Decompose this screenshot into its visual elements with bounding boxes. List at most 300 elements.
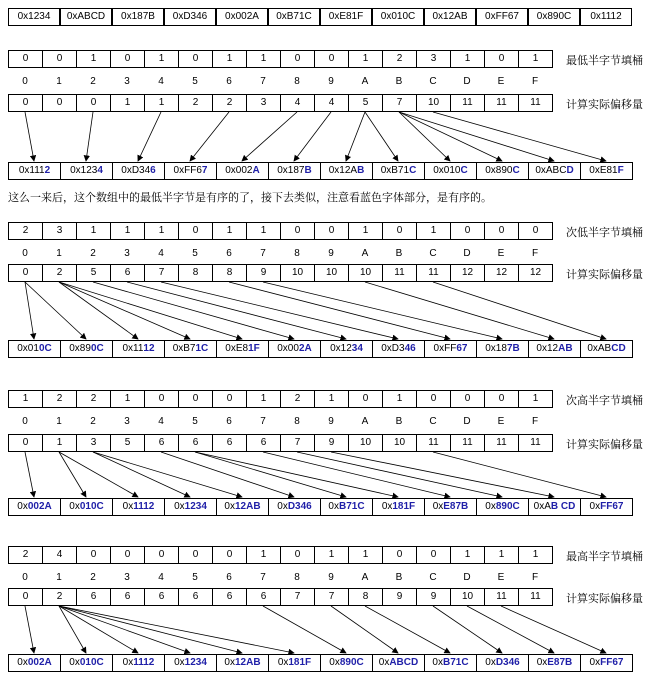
offset-cell: 9 xyxy=(246,264,281,282)
result-sorted-digits: C xyxy=(409,165,417,176)
offset-row-label: 计算实际偏移量 xyxy=(566,269,643,281)
mapping-arrow xyxy=(59,606,190,653)
offset-cell: 4 xyxy=(280,94,315,112)
result-plain-digits: 0xD34 xyxy=(121,165,151,176)
result-sorted-digits: 1F xyxy=(248,343,260,354)
offset-cell: 11 xyxy=(518,434,553,452)
bucket-row-label: 最高半字节填桶 xyxy=(566,551,643,563)
result-plain-digits: 0x12 xyxy=(536,343,559,354)
offset-cell: 8 xyxy=(212,264,247,282)
result-plain-digits: 0xB7 xyxy=(172,343,196,354)
result-sorted-digits: 890C xyxy=(495,501,520,512)
bucket-count-cell: 0 xyxy=(8,50,43,68)
offset-cell: 0 xyxy=(8,588,43,606)
offset-cell: 12 xyxy=(484,264,519,282)
mapping-arrow xyxy=(86,112,93,161)
offset-cell: 12 xyxy=(450,264,485,282)
bucket-index-label: D xyxy=(463,572,471,583)
result-plain-digits: 0x xyxy=(536,657,548,668)
initial-cell: 0x890C xyxy=(528,8,580,26)
result-sorted-digits: B71C xyxy=(442,657,469,668)
mapping-arrow xyxy=(263,452,450,497)
result-plain-digits: 0x xyxy=(17,657,28,668)
bucket-count-cell: 1 xyxy=(246,50,281,68)
result-sorted-digits: D346 xyxy=(287,501,312,512)
bucket-index-label: 7 xyxy=(260,248,266,259)
bucket-count-cell: 1 xyxy=(314,390,349,408)
bucket-count-cell: 1 xyxy=(416,222,451,240)
bucket-index-label: B xyxy=(395,76,403,87)
result-plain-digits: 0x xyxy=(329,657,340,668)
bucket-count-cell: 1 xyxy=(348,50,383,68)
bucket-index-label: 0 xyxy=(22,572,28,583)
bucket-count-cell: 0 xyxy=(450,222,485,240)
bucket-count-cell: 1 xyxy=(212,50,247,68)
bucket-count-cell: 0 xyxy=(178,50,213,68)
result-plain-digits: 0x xyxy=(174,501,185,512)
offset-cell: 7 xyxy=(314,588,349,606)
bucket-index-label: 6 xyxy=(226,572,232,583)
bucket-index-label: 5 xyxy=(192,248,198,259)
bucket-index-label: 9 xyxy=(328,76,334,87)
result-plain-digits: 0x xyxy=(378,657,390,668)
bucket-count-cell: 3 xyxy=(42,222,77,240)
offset-cell: 6 xyxy=(144,434,179,452)
mapping-arrow xyxy=(195,452,398,497)
offset-cell: 10 xyxy=(416,94,451,112)
mapping-arrow xyxy=(195,452,346,497)
explanation-note: 这么一来后，这个数组中的最低半字节是有序的了，接下去类似，注意看蓝色字体部分，是有序的。 xyxy=(8,192,492,204)
result-plain-digits: 0x xyxy=(122,501,134,512)
result-sorted-digits: 67 xyxy=(456,343,468,354)
offset-cell: 4 xyxy=(314,94,349,112)
offset-cell: 6 xyxy=(144,588,179,606)
bucket-index-label: 2 xyxy=(90,416,96,427)
offset-cell: 10 xyxy=(314,264,349,282)
bucket-count-cell: 1 xyxy=(246,390,281,408)
bucket-index-label: 0 xyxy=(22,248,28,259)
mapping-arrow xyxy=(161,452,294,497)
bucket-index-label: E xyxy=(497,248,505,259)
mapping-arrow xyxy=(294,112,331,161)
mapping-arrow xyxy=(365,112,398,161)
bucket-count-cell: 1 xyxy=(518,50,553,68)
offset-cell: 10 xyxy=(348,264,383,282)
offset-cell: 6 xyxy=(110,588,145,606)
bucket-count-cell: 1 xyxy=(518,546,553,564)
bucket-row-label: 次低半字节填桶 xyxy=(566,227,643,239)
bucket-count-cell: 1 xyxy=(348,222,383,240)
bucket-count-cell: 1 xyxy=(518,390,553,408)
offset-cell: 11 xyxy=(450,434,485,452)
bucket-index-label: 2 xyxy=(90,76,96,87)
offset-cell: 11 xyxy=(416,264,451,282)
bucket-index-label: 5 xyxy=(192,76,198,87)
bucket-row-label: 最低半字节填桶 xyxy=(566,55,643,67)
mapping-arrow xyxy=(365,606,450,653)
initial-cell: 0x010C xyxy=(372,8,424,26)
bucket-count-cell: 1 xyxy=(8,390,43,408)
bucket-index-label: 3 xyxy=(124,572,130,583)
bucket-count-cell: 0 xyxy=(518,222,553,240)
mapping-arrow xyxy=(138,112,161,161)
bucket-index-label: 0 xyxy=(22,416,28,427)
mapping-arrow xyxy=(59,452,138,497)
bucket-index-label: 5 xyxy=(192,416,198,427)
bucket-count-cell: 2 xyxy=(382,50,417,68)
result-plain-digits: 0x xyxy=(17,501,28,512)
offset-cell: 6 xyxy=(212,588,247,606)
offset-cell: 11 xyxy=(484,588,519,606)
result-plain-digits: 0xAB xyxy=(587,343,612,354)
result-plain-digits: 0x11 xyxy=(122,343,144,354)
mapping-arrow xyxy=(25,282,86,339)
bucket-index-label: 2 xyxy=(90,248,96,259)
mapping-arrow xyxy=(190,112,229,161)
offset-row-label: 计算实际偏移量 xyxy=(566,99,643,111)
offset-cell: 5 xyxy=(76,264,111,282)
result-plain-digits: 0x xyxy=(224,657,235,668)
result-plain-digits: 0xE81 xyxy=(589,165,618,176)
result-sorted-digits: 1234 xyxy=(184,501,207,512)
initial-cell: 0xD346 xyxy=(164,8,216,26)
bucket-count-cell: 1 xyxy=(76,222,111,240)
bucket-count-cell: 1 xyxy=(246,546,281,564)
offset-cell: 10 xyxy=(280,264,315,282)
bucket-count-cell: 0 xyxy=(280,50,315,68)
bucket-count-cell: 0 xyxy=(348,390,383,408)
bucket-count-cell: 0 xyxy=(110,50,145,68)
result-sorted-digits: 46 xyxy=(404,343,416,354)
result-plain-digits: 0x xyxy=(69,501,80,512)
offset-cell: 2 xyxy=(42,588,77,606)
mapping-arrow xyxy=(229,282,450,339)
bucket-count-cell: 0 xyxy=(416,390,451,408)
result-plain-digits: 0x010 xyxy=(433,165,461,176)
bucket-index-label: 8 xyxy=(294,572,300,583)
offset-cell: 0 xyxy=(76,94,111,112)
mapping-arrow xyxy=(93,282,294,339)
offset-cell: 9 xyxy=(314,434,349,452)
initial-cell: 0x002A xyxy=(216,8,268,26)
offset-cell: 11 xyxy=(450,94,485,112)
bucket-index-label: 6 xyxy=(226,76,232,87)
bucket-count-cell: 1 xyxy=(484,546,519,564)
bucket-count-cell: 0 xyxy=(212,546,247,564)
offset-cell: 1 xyxy=(144,94,179,112)
result-sorted-digits: F xyxy=(617,165,624,176)
bucket-index-label: 7 xyxy=(260,416,266,427)
offset-cell: 10 xyxy=(348,434,383,452)
bucket-count-cell: 2 xyxy=(8,546,43,564)
offset-cell: 7 xyxy=(144,264,179,282)
offset-cell: 6 xyxy=(178,588,213,606)
result-sorted-digits: 12 xyxy=(143,343,155,354)
bucket-index-label: 1 xyxy=(56,248,62,259)
bucket-count-cell: 0 xyxy=(416,546,451,564)
bucket-index-label: 8 xyxy=(294,248,300,259)
bucket-count-cell: 0 xyxy=(382,222,417,240)
mapping-arrow xyxy=(399,112,502,161)
bucket-index-label: E xyxy=(497,76,505,87)
result-plain-digits: 0x xyxy=(485,501,496,512)
bucket-count-cell: 0 xyxy=(484,222,519,240)
bucket-index-label: 9 xyxy=(328,416,334,427)
result-sorted-digits: 181F xyxy=(392,501,416,512)
bucket-index-label: 1 xyxy=(56,572,62,583)
bucket-index-label: 8 xyxy=(294,76,300,87)
offset-cell: 3 xyxy=(246,94,281,112)
bucket-index-label: 1 xyxy=(56,76,62,87)
result-sorted-digits: A xyxy=(252,165,260,176)
result-plain-digits: 0x01 xyxy=(17,343,39,354)
result-sorted-digits: 2A xyxy=(298,343,312,354)
mapping-arrow xyxy=(242,112,297,161)
offset-cell: 8 xyxy=(348,588,383,606)
mapping-arrow xyxy=(433,606,502,653)
result-sorted-digits: 002A xyxy=(27,657,52,668)
bucket-index-label: 0 xyxy=(22,76,28,87)
result-sorted-digits: 1C xyxy=(195,343,209,354)
result-sorted-digits: 6 xyxy=(150,165,156,176)
bucket-count-cell: 0 xyxy=(450,390,485,408)
result-plain-digits: 0x12 xyxy=(330,343,352,354)
bucket-index-label: C xyxy=(429,416,437,427)
mapping-arrow xyxy=(161,282,398,339)
offset-row-label: 计算实际偏移量 xyxy=(566,593,643,605)
offset-cell: 6 xyxy=(178,434,213,452)
mapping-arrow xyxy=(25,606,34,653)
offset-cell: 3 xyxy=(76,434,111,452)
result-plain-digits: 0xABC xyxy=(535,165,567,176)
bucket-count-cell: 0 xyxy=(280,222,315,240)
initial-cell: 0xFF67 xyxy=(476,8,528,26)
offset-cell: 11 xyxy=(518,94,553,112)
mapping-arrow xyxy=(263,606,346,653)
result-plain-digits: 0x187 xyxy=(277,165,305,176)
result-sorted-digits: 7 xyxy=(201,165,208,176)
bucket-index-label: 3 xyxy=(124,248,130,259)
bucket-count-cell: 0 xyxy=(178,546,213,564)
mapping-arrow xyxy=(127,282,346,339)
result-sorted-digits: E87B xyxy=(547,657,573,668)
bucket-index-label: 1 xyxy=(56,416,62,427)
offset-cell: 10 xyxy=(450,588,485,606)
offset-cell: 2 xyxy=(178,94,213,112)
bucket-index-label: 4 xyxy=(158,76,164,87)
bucket-count-cell: 0 xyxy=(484,390,519,408)
result-sorted-digits: B xyxy=(550,501,559,512)
bucket-count-cell: 1 xyxy=(382,390,417,408)
bucket-count-cell: 0 xyxy=(110,546,145,564)
mapping-arrow xyxy=(59,452,86,497)
result-sorted-digits: 34 xyxy=(351,343,363,354)
offset-cell: 0 xyxy=(8,264,43,282)
result-sorted-digits: CD xyxy=(558,501,576,512)
offset-cell: 9 xyxy=(382,588,417,606)
initial-cell: 0xABCD xyxy=(60,8,112,26)
bucket-index-label: 7 xyxy=(260,76,266,87)
bucket-count-cell: 0 xyxy=(382,546,417,564)
bucket-index-label: C xyxy=(429,248,437,259)
result-sorted-digits: D346 xyxy=(495,657,520,668)
result-plain-digits: 0x xyxy=(122,657,134,668)
result-plain-digits: 0xE8 xyxy=(225,343,249,354)
mapping-arrow xyxy=(399,112,450,161)
offset-cell: 1 xyxy=(110,94,145,112)
bucket-count-cell: 1 xyxy=(110,390,145,408)
bucket-count-cell: 0 xyxy=(484,50,519,68)
offset-cell: 6 xyxy=(212,434,247,452)
result-plain-digits: 0x xyxy=(485,657,496,668)
bucket-index-label: 2 xyxy=(90,572,96,583)
offset-cell: 11 xyxy=(518,588,553,606)
mapping-arrow xyxy=(433,112,606,161)
result-plain-digits: 0xB71 xyxy=(380,165,410,176)
bucket-index-label: F xyxy=(531,572,539,583)
bucket-count-cell: 0 xyxy=(76,546,111,564)
bucket-index-label: 4 xyxy=(158,572,164,583)
mapping-arrow xyxy=(467,606,554,653)
offset-cell: 8 xyxy=(178,264,213,282)
mapping-arrow xyxy=(59,606,242,653)
offset-cell: 7 xyxy=(382,94,417,112)
offset-cell: 0 xyxy=(8,434,43,452)
bucket-count-cell: 1 xyxy=(314,546,349,564)
result-plain-digits: 0x12A xyxy=(328,165,358,176)
bucket-index-label: D xyxy=(463,76,471,87)
bucket-count-cell: 2 xyxy=(8,222,43,240)
offset-cell: 2 xyxy=(42,264,77,282)
result-plain-digits: 0x xyxy=(589,501,601,512)
result-sorted-digits: B xyxy=(357,165,365,176)
result-sorted-digits: 12AB xyxy=(234,657,261,668)
result-plain-digits: 0x xyxy=(589,657,601,668)
result-plain-digits: 0x xyxy=(174,657,185,668)
result-plain-digits: 0x xyxy=(69,657,80,668)
offset-cell: 0 xyxy=(42,94,77,112)
bucket-count-cell: 4 xyxy=(42,546,77,564)
bucket-index-label: F xyxy=(531,248,539,259)
bucket-index-label: E xyxy=(497,572,505,583)
result-sorted-digits: D xyxy=(566,165,574,176)
mapping-arrow xyxy=(501,606,606,653)
mapping-arrow xyxy=(25,112,34,161)
bucket-count-cell: 1 xyxy=(110,222,145,240)
result-plain-digits: 0x111 xyxy=(18,165,45,176)
result-sorted-digits: FF67 xyxy=(600,501,624,512)
bucket-index-label: B xyxy=(395,572,403,583)
result-plain-digits: 0x xyxy=(432,657,443,668)
offset-cell: 7 xyxy=(280,588,315,606)
bucket-index-label: 8 xyxy=(294,416,300,427)
bucket-index-label: 3 xyxy=(124,76,130,87)
bucket-index-label: 9 xyxy=(328,572,334,583)
bucket-index-label: 6 xyxy=(226,416,232,427)
result-plain-digits: 0x00 xyxy=(277,343,299,354)
result-sorted-digits: 1112 xyxy=(133,657,155,668)
bucket-index-label: 4 xyxy=(158,416,164,427)
bucket-count-cell: 1 xyxy=(450,546,485,564)
offset-cell: 11 xyxy=(484,434,519,452)
offset-cell: 1 xyxy=(42,434,77,452)
bucket-count-cell: 0 xyxy=(144,546,179,564)
bucket-count-cell: 1 xyxy=(144,50,179,68)
result-plain-digits: 0x89 xyxy=(69,343,91,354)
bucket-index-label: C xyxy=(429,572,437,583)
bucket-count-cell: 0 xyxy=(280,546,315,564)
result-plain-digits: 0x xyxy=(432,501,444,512)
offset-cell: 5 xyxy=(110,434,145,452)
offset-cell: 9 xyxy=(416,588,451,606)
bucket-index-label: B xyxy=(395,248,403,259)
bucket-index-label: A xyxy=(361,76,369,87)
bucket-count-cell: 1 xyxy=(450,50,485,68)
result-plain-digits: 0x18 xyxy=(485,343,507,354)
offset-cell: 6 xyxy=(246,588,281,606)
bucket-count-cell: 0 xyxy=(178,222,213,240)
result-sorted-digits: 002A xyxy=(27,501,52,512)
initial-cell: 0x12AB xyxy=(424,8,476,26)
result-plain-digits: 0x xyxy=(277,501,288,512)
mapping-arrow xyxy=(25,452,34,497)
result-plain-digits: 0x xyxy=(277,657,289,668)
result-plain-digits: 0x xyxy=(381,501,393,512)
result-plain-digits: 0xFF6 xyxy=(173,165,202,176)
bucket-count-cell: 0 xyxy=(42,50,77,68)
bucket-count-cell: 0 xyxy=(314,50,349,68)
bucket-index-label: 7 xyxy=(260,572,266,583)
bucket-index-label: F xyxy=(531,416,539,427)
bucket-index-label: C xyxy=(429,76,437,87)
result-sorted-digits: 0C xyxy=(38,343,52,354)
result-plain-digits: 0x xyxy=(328,501,339,512)
offset-cell: 10 xyxy=(382,434,417,452)
mapping-arrow xyxy=(93,452,190,497)
result-sorted-digits: 2 xyxy=(44,165,51,176)
bucket-count-cell: 0 xyxy=(144,390,179,408)
mapping-arrow xyxy=(263,282,502,339)
mapping-arrow xyxy=(399,112,554,161)
bucket-index-label: E xyxy=(497,416,505,427)
initial-cell: 0x1112 xyxy=(580,8,632,26)
offset-cell: 6 xyxy=(76,588,111,606)
bucket-row-label: 次高半字节填桶 xyxy=(566,395,643,407)
result-sorted-digits: C xyxy=(512,165,520,176)
mapping-arrow xyxy=(59,606,86,653)
result-plain-digits: 0x xyxy=(224,501,235,512)
result-plain-digits: 0xA xyxy=(533,501,551,512)
result-sorted-digits: 010C xyxy=(79,657,104,668)
bucket-count-cell: 2 xyxy=(42,390,77,408)
bucket-count-cell: 0 xyxy=(212,390,247,408)
mapping-arrow xyxy=(59,282,242,339)
result-sorted-digits: 7B xyxy=(506,343,520,354)
bucket-index-label: A xyxy=(361,248,369,259)
mapping-arrow xyxy=(346,112,365,161)
result-sorted-digits: 181F xyxy=(288,657,312,668)
offset-cell: 11 xyxy=(416,434,451,452)
result-plain-digits: 0x890 xyxy=(485,165,513,176)
offset-row-label: 计算实际偏移量 xyxy=(566,439,643,451)
result-sorted-digits: FF67 xyxy=(600,657,624,668)
offset-cell: 12 xyxy=(518,264,553,282)
mapping-arrow xyxy=(59,606,138,653)
bucket-count-cell: 1 xyxy=(246,222,281,240)
mapping-arrow xyxy=(25,282,34,339)
bucket-count-cell: 3 xyxy=(416,50,451,68)
bucket-count-cell: 1 xyxy=(348,546,383,564)
